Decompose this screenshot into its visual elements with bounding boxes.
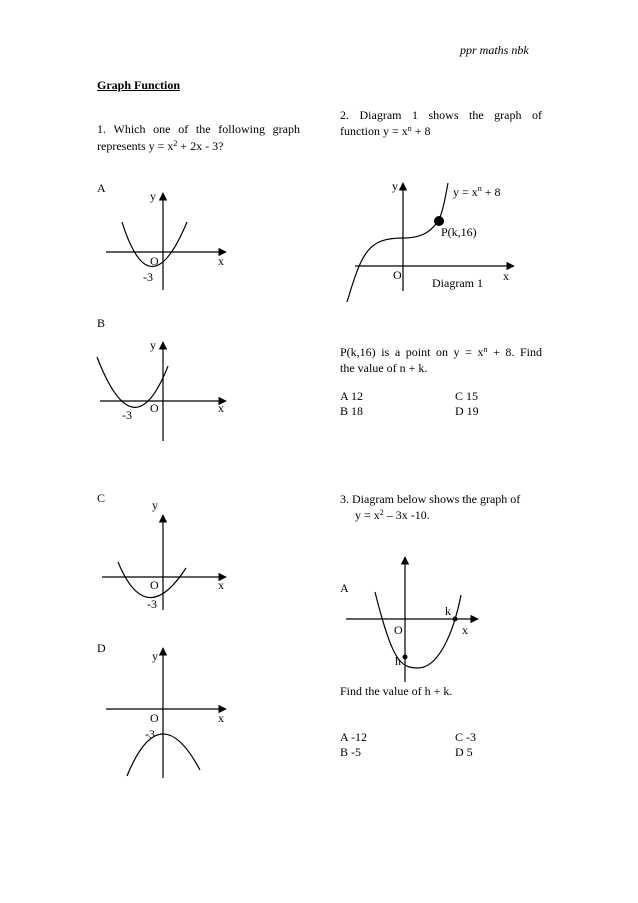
diagram-1-x-label: x [503,269,509,283]
q2-option-b: B 18 [340,404,364,418]
q3-option-a: A -12 [340,730,367,744]
diagram-1-y-label: y [392,179,398,193]
diagram-1-curve-label-sup: n [477,184,482,193]
graph-a-y-label: y [150,189,156,203]
graph-c-value: -3 [147,597,157,611]
q3-option-c: C -3 [455,730,476,744]
q3-graph-origin: O [394,623,403,637]
q1-line1: 1. Which one of the following graph [97,122,300,136]
graph-d-y-label: y [152,649,158,663]
q1-line2-pre: represents y = x [97,139,174,153]
graph-b-curve [97,357,168,407]
graph-b [97,338,226,441]
page-header: ppr maths nbk [460,43,529,57]
q1-option-d-letter: D [97,641,106,655]
q3-line2-post: – 3x -10. [383,508,430,522]
q2-text1-pre: P(k,16) is a point on y = x [340,345,484,359]
q2-option-d: D 19 [455,404,479,418]
q3-find-text: Find the value of h + k. [340,684,453,698]
q3-point-k-marker [453,617,458,622]
q3-graph-h-label: h [395,654,401,668]
q1-option-c-letter: C [97,491,106,505]
graph-b-value: -3 [122,408,132,422]
q2-text2: the value of n + k. [340,361,428,375]
point-p-label: P(k,16) [441,225,477,239]
graph-a-x-label: x [218,254,224,268]
graph-b-y-label: y [150,338,156,352]
page-title: Graph Function [97,78,181,92]
q1-option-b-letter: B [97,316,106,330]
diagram-1-curve-label [453,184,501,199]
graph-d-value: -3 [145,727,155,741]
q3-option-b: B -5 [340,745,361,759]
q2-line1: 2. Diagram 1 shows the graph of [340,108,542,122]
q2-line2-pre: function y = x [340,124,408,138]
q2-option-a: A 12 [340,389,364,403]
diagram-1 [347,179,514,302]
q3-line2-sup: 2 [379,508,384,517]
q2-text1-post: + 8. Find [487,345,542,359]
graph-b-x-label: x [218,401,224,415]
q2-line2-sup: n [407,124,412,133]
q3-option-d: D 5 [455,745,473,759]
diagram-1-origin: O [393,268,402,282]
diagram-1-curve-label-post: + 8 [481,185,501,199]
q2-line2-post: + 8 [411,124,431,138]
q2-text1-sup: n [483,345,488,354]
graph-a [106,189,226,290]
q3-graph-x-label: x [462,623,468,637]
diagram-1-curve-label-pre: y = x [453,185,478,199]
graph-b-origin: O [150,401,159,415]
q3-line1: 3. Diagram below shows the graph of [340,492,521,506]
graph-a-value: -3 [143,270,153,284]
graph-d-origin: O [150,711,159,725]
q3-graph [346,557,478,682]
q1-option-a-letter: A [97,181,106,195]
graph-c-origin: O [150,578,159,592]
graph-c-y-label: y [152,498,158,512]
q1-line2-sup: 2 [173,139,178,148]
q3-diagram-letter: A [340,581,349,595]
graph-a-origin: O [150,254,159,268]
graph-d-x-label: x [218,711,224,725]
diagram-1-caption: Diagram 1 [432,276,483,290]
q2-option-c: C 15 [455,389,479,403]
q1-line2-post: + 2x - 3? [177,139,224,153]
graph-c-x-label: x [218,578,224,592]
graph-d [106,648,226,778]
graph-c [102,498,226,611]
q3-line2-pre: y = x [355,508,380,522]
q3-point-h-marker [403,655,408,660]
q3-graph-k-label: k [445,604,451,618]
